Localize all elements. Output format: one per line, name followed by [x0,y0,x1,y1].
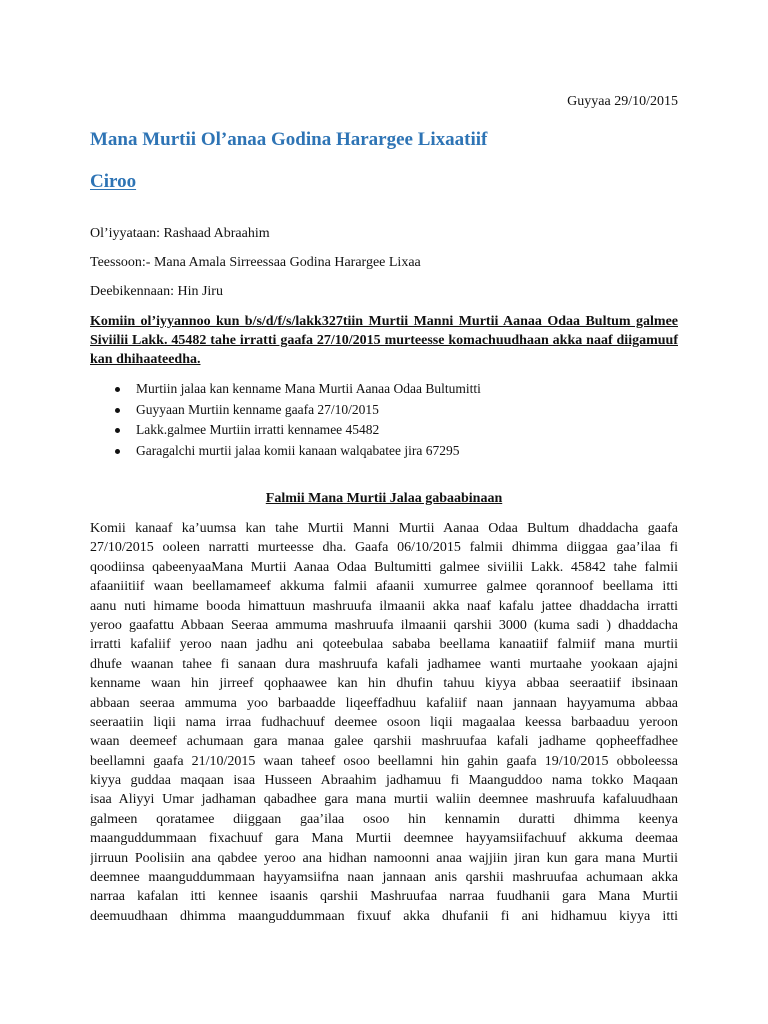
body-line: kiyya guddaa maqaan isaa Husseen Abraahim jadhamuu fi Maanguddoo nama tokko Maqaan [90,773,678,789]
respondent-line: Teessoon:- Mana Amala Sirreessaa Godina Harargee Lixaa [90,255,421,270]
body-line: deemuudhaan dhimma maanguddummaan fixuuf akka dhufanii fi ani hidhamuu kiyya itti [90,908,678,924]
defendant-line: Deebikennaan: Hin Jiru [90,284,223,299]
body-line: maanguddummaan fixachuuf gara Mana Murtii deemnee hayyamsiifachuuf akkuma deemaa [90,831,678,847]
bullet-icon [115,449,120,454]
list-item [90,441,678,462]
body-line: kenname waan hin jirreef qophaawee kan hin dhufin tahuu kiyya abbaa seeraatiif ibsinaan [90,676,678,692]
bullet-icon [115,428,120,433]
appellant-line: Ol’iyyataan: Rashaad Abraahim [90,226,270,241]
list-item-text: Murtiin jalaa kan kenname Mana Murtii Aanaa Odaa Bultumitti [136,381,481,396]
body-line: aanu nuti himame booda himattuun mashruufa ilmaanii akka naaf kafalu jattee dhaddacha irratti [90,598,678,614]
appeal-subject: Komiin ol’iyyannoo kun b/s/d/f/s/lakk327tiin Murtii Manni Murtii Aanaa Odaa Bultum galmee Siviilii Lakk. 45482 tahe irratti gaafa 27/10/2015 murteesse komachuudhaan akka naaf diigamuuf kan dhihaateedha. [90,314,678,367]
body-paragraph [90,519,678,926]
body-line: irratti kafaliif yeroo naan jadhu ani qoteebulaa sababa beellama kanaatiif falmiif mana murtii [90,637,678,653]
body-line: abbaan seeraa ammuma yoo barbaadde liqeeffadhuu kafaliif naan jannaan hayyamuma abbaa [90,695,678,711]
list-item-text: Lakk.galmee Murtiin irratti kennamee 45482 [136,422,380,437]
body-line: waan deemeef achumaan gara manaa galee qarshii mashruufaa kafali jadhame qopheeffadhee [90,734,678,750]
city-heading: Ciroo [90,171,137,192]
list-item [90,379,678,400]
list-item-text: Guyyaan Murtiin kenname gaafa 27/10/2015 [136,401,379,417]
body-line: seeraatiin liqii nama irraa fudhachuuf deemee osoon liqii magaalaa keessa barbaaduu yeroon [90,714,678,730]
body-line: dhufe waanan tahee fi sanaan dura mashruufa kafali jadhamee wanti murtaahe yookaan ajajni [90,656,678,672]
body-line: jirruun Poolisiin ana qabdee yeroo ana hidhan namoonni anaa wajjiin jiran kun gara mana Murtii [90,850,678,866]
bullet-icon [115,387,120,392]
court-heading: Mana Murtii Ol’anaa Godina Harargee Lixaatiif [90,129,488,150]
list-item [90,420,678,441]
body-line: beellamni gaafa 21/10/2015 waan taheef osoo beellamni hin gahin gaafa 19/10/2015 obboleessa [90,753,678,769]
document-date: Guyyaa 29/10/2015 [567,94,678,109]
body-line: Komii kanaaf ka’uumsa kan tahe Murtii Manni Murtii Aanaa Odaa Bultum dhaddacha gaafa [90,521,678,536]
list-item-text: Garagalchi murtii jalaa komii kanaan walqabatee jira 67295 [136,442,460,458]
list-item [90,400,678,421]
body-line: 27/10/2015 ooleen narratti murteesse dha. Gaafa 06/10/2015 falmii dhimma diiggaa gaa’ilaa fi [90,540,678,556]
body-line: qoodiinsa qabeenyaaMana Murtii Aanaa Odaa Bultumitti galmee siviilii Lakk. 45842 tahe falmii [90,559,678,575]
body-line: deemnee maanguddummaan hayyamsiifna naan jannaan anis qarshii mashruufaa achumaan akka [90,870,678,886]
body-line: afaaniitiif waan beellamameef akkuma falmii afaanii xumurree galmee qorannoof beellama itti [90,579,678,595]
case-details-list [90,379,678,461]
body-line: narraa kafalan itti kennee isaanis qarshii Mashruufaa narraa fuudhanii gara Mana Murtii [90,889,678,905]
bullet-icon [115,408,120,413]
body-line: isaa Aliyyi Umar jadhaman qabadhee gara mana murtii waliin deemnee mashruufa kafaluudhaan [90,792,678,808]
body-line: yeroo gaafattu Abbaan Seeraa ammuma mashruufa ilmaanii qarshii 3000 (kuma sadi ) dhaddacha [90,617,678,633]
section-title: Falmii Mana Murtii Jalaa gabaabinaan [265,491,503,506]
body-line: galmeen qoratamee diiggaan gaa’ilaa osoo hin kennamin duratti dhimma keenya [90,811,678,827]
